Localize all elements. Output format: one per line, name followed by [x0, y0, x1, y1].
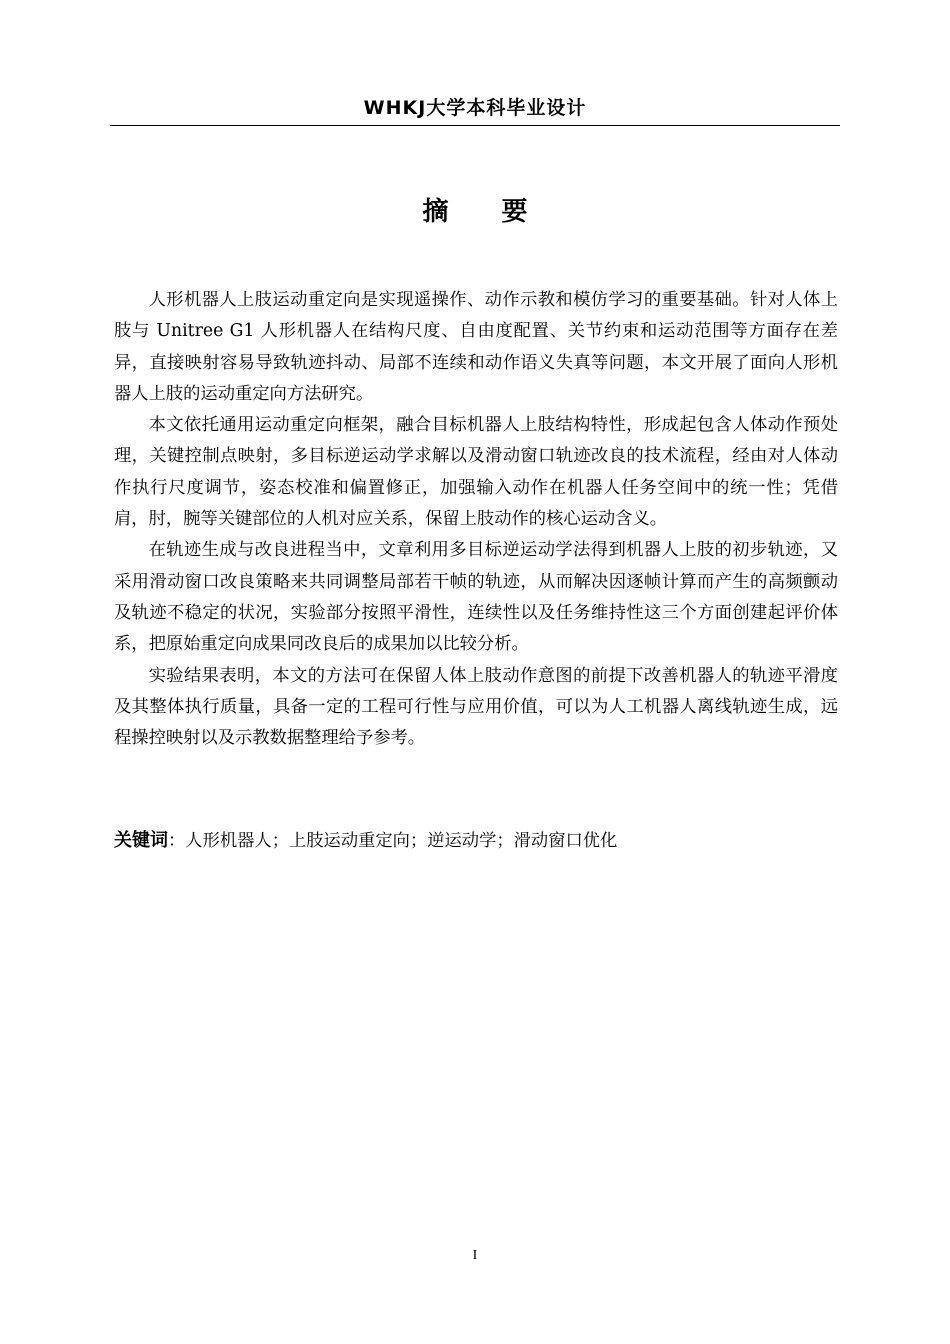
- abstract-paragraph-3: 在轨迹生成与改良进程当中，文章利用多目标逆运动学法得到机器人上肢的初步轨迹，又采用滑动窗口改良策略来共同调整局部若干帧的轨迹，从而解决因逐帧计算而产生的高频颤动及轨迹不稳定的状况，实验部分按照平滑性，连续性以及任务维持性这三个方面创建起评价体系，把原始重定向成果同改良后的成果加以比较分析。: [114, 540, 838, 655]
- abstract-body: [114, 285, 838, 754]
- abstract-paragraph-1: 人形机器人上肢运动重定向是实现遥操作、动作示教和模仿学习的重要基础。针对人体上肢与 Unitree G1 人形机器人在结构尺度、自由度配置、关节约束和运动范围等方面存在差异，直接映射容易导致轨迹抖动、局部不连续和动作语义失真等问题，本文开展了面向人形机器人上肢的运动重定向方法研究。: [114, 290, 838, 404]
- page-header: WHKJ大学本科毕业设计: [363, 97, 587, 119]
- abstract-heading: 摘 要: [422, 197, 550, 227]
- abstract-paragraph-2: 本文依托通用运动重定向框架，融合目标机器人上肢结构特性，形成起包含人体动作预处理，关键控制点映射，多目标逆运动学求解以及滑动窗口轨迹改良的技术流程，经由对人体动作执行尺度调节，姿态校准和偏置修正，加强输入动作在机器人任务空间中的统一性；凭借肩，肘，腕等关键部位的人机对应关系，保留上肢动作的核心运动含义。: [114, 415, 838, 530]
- keywords-line: [114, 825, 838, 857]
- keywords-list: 人形机器人；上肢运动重定向；逆运动学；滑动窗口优化: [185, 831, 618, 851]
- keywords-label: 关键词: [114, 830, 168, 851]
- abstract-paragraph-4: 实验结果表明，本文的方法可在保留人体上肢动作意图的前提下改善机器人的轨迹平滑度及其整体执行质量，具备一定的工程可行性与应用价值，可以为人工机器人离线轨迹生成，远程操控映射以及示教数据整理给予参考。: [114, 665, 838, 749]
- header-rule: [110, 125, 840, 126]
- keywords-separator: ：: [168, 831, 186, 851]
- page-number: I: [472, 1248, 478, 1263]
